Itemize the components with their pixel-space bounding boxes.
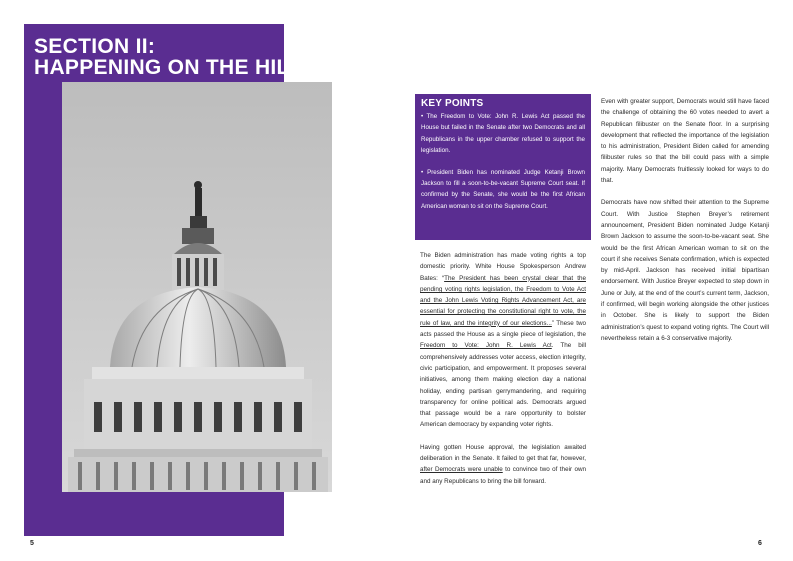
section-title-line2: HAPPENING ON THE HILL (34, 56, 303, 79)
column2-paragraph2: Democrats have now shifted their attention to the Supreme Court. With Justice Stephen Breyer’s retirement announcement, President Biden nominated Judge Ketanji Brown Jackson to assume the soon-to-be-vacant seat. She would be the first African American woman to sit on the court if she receives Senate confirmation, which is expected by mid-April. Jackson has received initial bipartisan endorsement. With Justice Breyer expected to step down in June or July, at the end of the court’s current term, Jackson, if confirmed, will begin working alongside the other justices in October. She is likely to support the Biden administration’s quest to expand voting rights. The Court will nevertheless retain a 6-3 conservative majority. (601, 199, 769, 342)
section-title-line1: SECTION II: (34, 35, 156, 58)
column1-paragraph1 (420, 250, 586, 431)
key-point-1: • The Freedom to Vote: John R. Lewis Act passed the House but failed in the Senate after two Democrats and all Republicans in the upper chamber refused to support the legislation. (421, 113, 585, 155)
p2-intro: Having gotten House approval, the legislation awaited deliberation in the Senate. It failed to get that far, however, (420, 443, 586, 463)
capitol-dome-photo (62, 82, 332, 492)
text-column-1 (420, 250, 586, 498)
p1-intro: The Biden administration has made voting rights a top domestic priority. White House Spokesperson Andrew Bates: “ (420, 252, 586, 282)
bates-quote: The President has been crystal clear that the pending voting rights legislation, the Freedom to Vote Act and the John Lewis Voting Rights Advancement Act, are essential for protecting the constitutional right to vote, the rule of law, and the integrity of our elections... (420, 274, 586, 327)
column2-paragraph1: Even with greater support, Democrats would still have faced the challenge of obtaining the 60 votes needed to avert a Republican filibuster on the Senate floor. In a surprising development that reflected the importance of the legislation to his administration, President Biden called for amending filibuster rules so that the bill could pass with a simple majority. Many Democrats fruitlessly looked for ways to do that. (601, 98, 769, 185)
freedom-to-vote-act-link[interactable]: Freedom to Vote: John R. Lewis Act (420, 342, 552, 350)
key-points-heading: KEY POINTS (421, 98, 484, 109)
democrats-unable-link[interactable]: after Democrats were unable (420, 466, 503, 474)
p1-middle: ” These two acts passed the House as a single piece of legislation, the (420, 319, 586, 339)
p2-end: to convince two of their own and any Republicans to bring the bill forward. (420, 466, 586, 485)
section-title (34, 35, 303, 79)
column1-paragraph2 (420, 442, 586, 487)
key-points-box (415, 94, 591, 240)
text-column-2 (601, 96, 769, 355)
page-number-right: 6 (758, 540, 762, 547)
page-number-left: 5 (30, 540, 34, 547)
key-point-2: • President Biden has nominated Judge Ketanji Brown Jackson to fill a soon-to-be-vacant Supreme Court seat. If confirmed by the Senate, she would be the first African American woman to sit on the Supreme Court. (421, 168, 585, 210)
p1-end: . The bill comprehensively addresses voter access, election integrity, civic participation, and empowerment. It proposes several initiatives, among them making election day a national holiday, ending partisan gerrymandering, and requiring transparency for online political ads. Democrats argued that passage would be a rare opportunity to bolster American democracy by expanding voter rights. (420, 342, 587, 429)
